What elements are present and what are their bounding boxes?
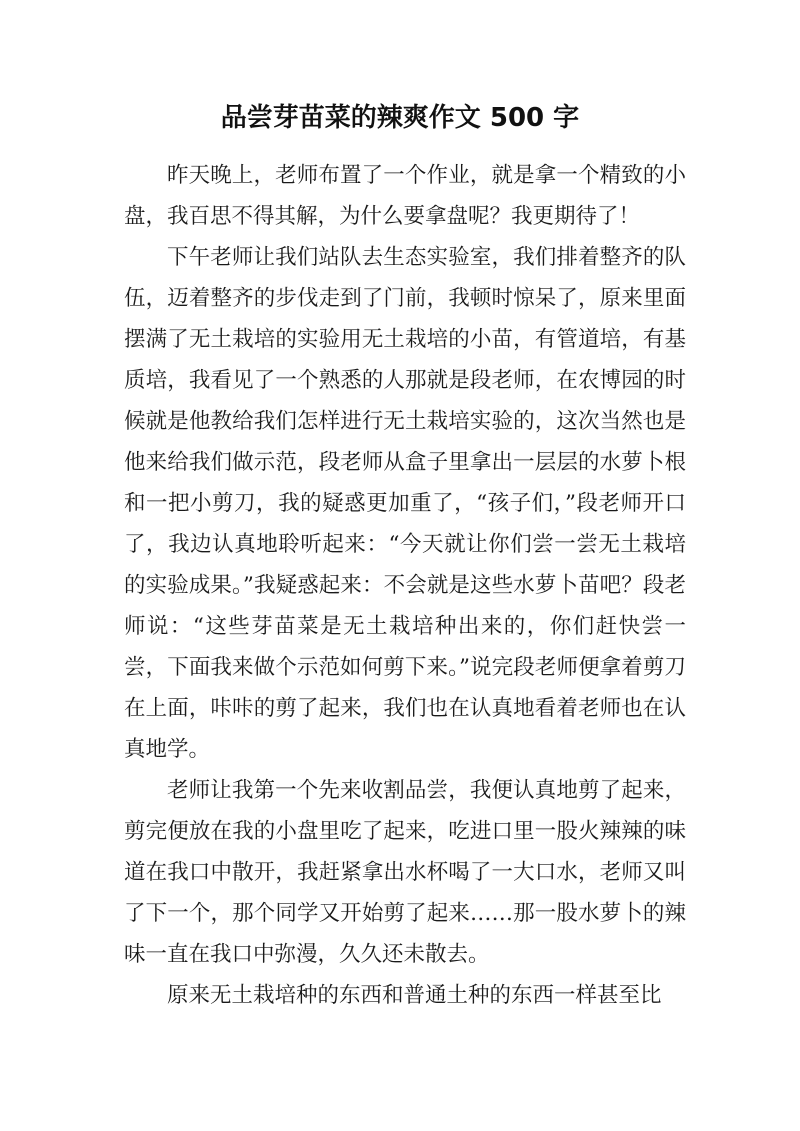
paragraph: 下午老师让我们站队去生态实验室，我们排着整齐的队伍，迈着整齐的步伐走到了门前，我顿时惊呆了，原来里面摆满了无土栽培的实验用无土栽培的小苗，有管道培，有基质培，我看见了一个熟悉的人那就是段老师，在农博园的时候就是他教给我们怎样进行无土栽培实验的，这次当然也是他来给我们做示范，段老师从盒子里拿出一层层的水萝卜根和一把小剪刀，我的疑惑更加重了，“孩子们，”段老师开口了，我边认真地聆听起来：“今天就让你们尝一尝无土栽培的实验成果。”我疑惑起来：不会就是这些水萝卜苗吧？段老师说：“这些芽苗菜是无土栽培种出来的，你们赶快尝一尝，下面我来做个示范如何剪下来。”说完段老师便拿着剪刀在上面，咔咔的剪了起来，我们也在认真地看着老师也在认真地学。 [124, 245, 686, 762]
paragraph: 老师让我第一个先来收割品尝，我便认真地剪了起来，剪完便放在我的小盘里吃了起来，吃进口里一股火辣辣的味道在我口中散开，我赶紧拿出水杯喝了一大口水，老师又叫了下一个，那个同学又开始剪了起来……那一股水萝卜的辣味一直在我口中弥漫，久久还未散去。 [124, 778, 686, 967]
paragraph: 昨天晚上，老师布置了一个作业，就是拿一个精致的小盘，我百思不得其解，为什么要拿盘呢？我更期待了！ [124, 163, 686, 229]
paragraph: 原来无土栽培种的东西和普通土种的东西一样甚至比 [167, 983, 662, 1008]
document-body [124, 155, 686, 1016]
document-title: 品尝芽苗菜的辣爽作文 500 字 [220, 103, 580, 133]
